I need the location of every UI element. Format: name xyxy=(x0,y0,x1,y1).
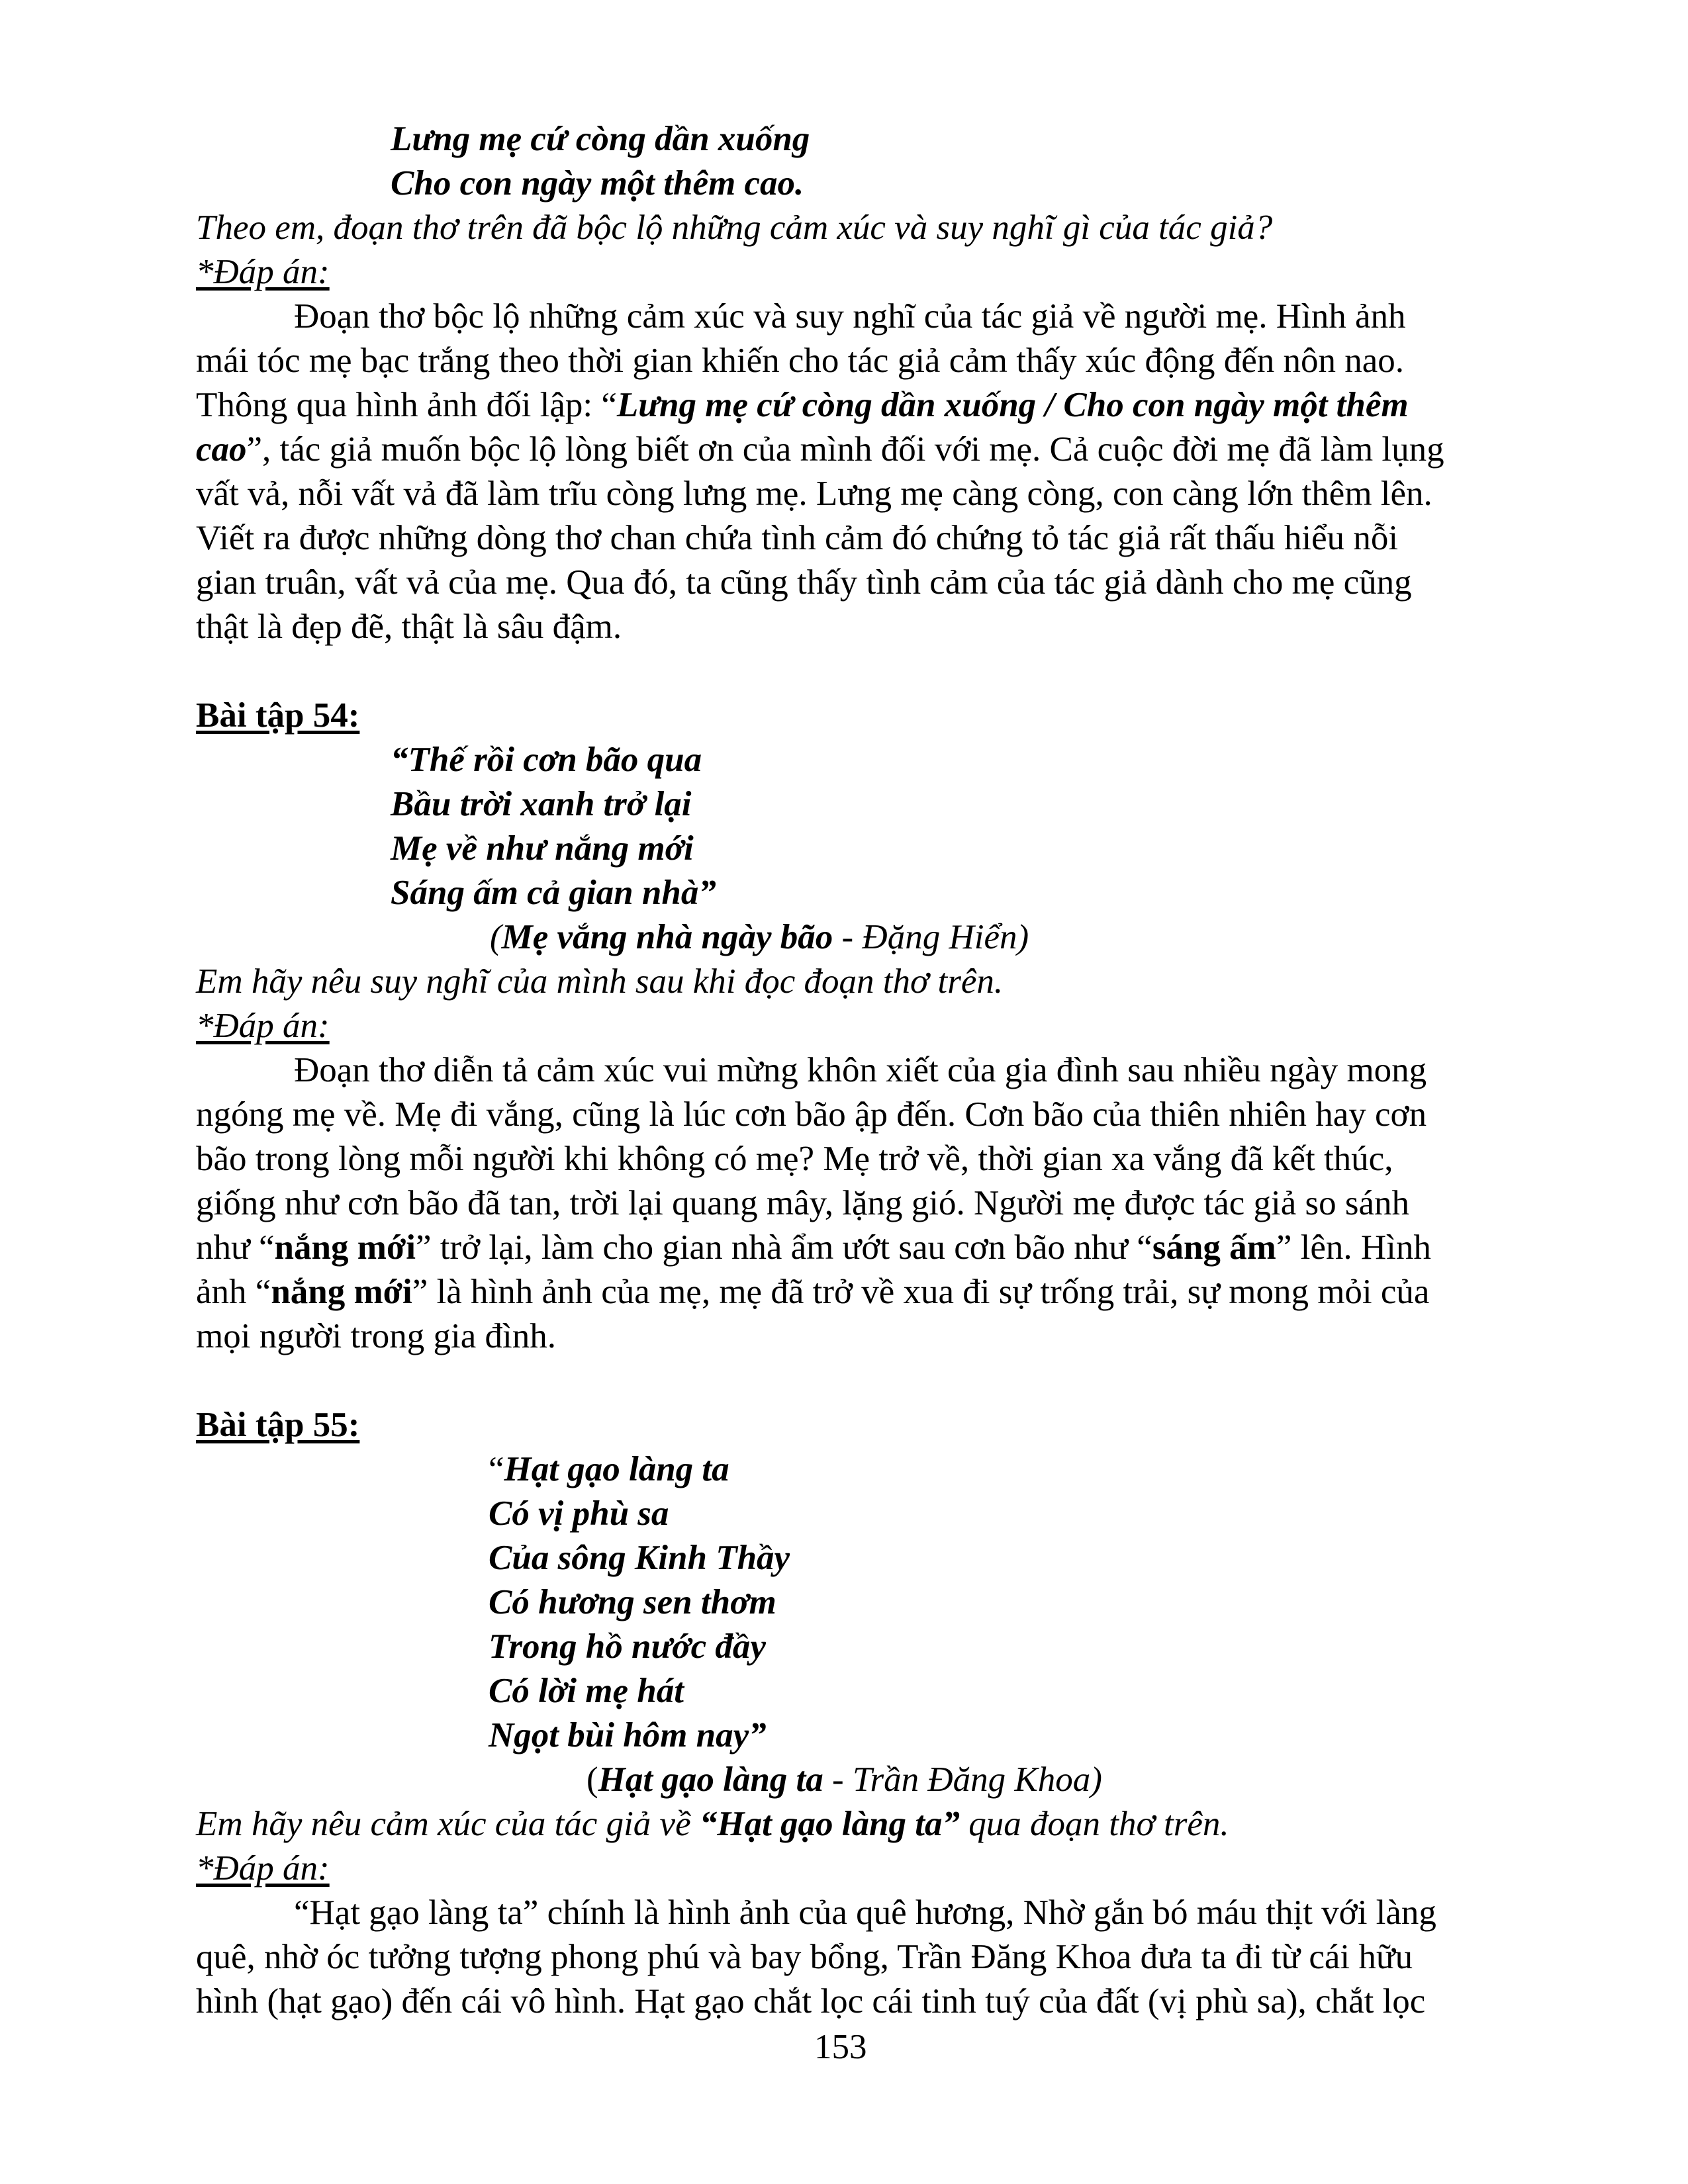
poem-source: (Mẹ vắng nhà ngày bão - Đặng Hiển) xyxy=(490,918,1029,956)
answer-line: bão trong lòng mỗi người khi không có mẹ? Mẹ trở về, thời gian xa vắng đã kết thúc, xyxy=(196,1140,1393,1178)
poem-line: Có hương sen thơm xyxy=(489,1583,776,1621)
answer-label: *Đáp án: xyxy=(196,253,330,291)
answer-line: mọi người trong gia đình. xyxy=(196,1317,557,1355)
poem-line: “Hạt gạo làng ta xyxy=(489,1450,729,1488)
poem-line: Mẹ về như nắng mới xyxy=(391,829,694,868)
page-number: 153 xyxy=(814,2028,867,2066)
poem-line: Bầu trời xanh trở lại xyxy=(391,785,692,823)
answer-line: ngóng mẹ về. Mẹ đi vắng, cũng là lúc cơn bão ập đến. Cơn bão của thiên nhiên hay cơn xyxy=(196,1095,1427,1134)
poem-line: “Thế rồi cơn bão qua xyxy=(391,741,702,779)
answer-line: Viết ra được những dòng thơ chan chứa tình cảm đó chứng tỏ tác giả rất thấu hiểu nỗi xyxy=(196,519,1399,557)
exercise-54-title: Bài tập 54: xyxy=(196,696,360,735)
answer-line: thật là đẹp đẽ, thật là sâu đậm. xyxy=(196,608,622,646)
answer-label: *Đáp án: xyxy=(196,1007,330,1045)
answer-line: cao”, tác giả muốn bộc lộ lòng biết ơn của mình đối với mẹ. Cả cuộc đời mẹ đã làm lụng xyxy=(196,430,1444,469)
answer-line: gian truân, vất vả của mẹ. Qua đó, ta cũng thấy tình cảm của tác giả dành cho mẹ cũng xyxy=(196,563,1412,602)
poem-line: Sáng ấm cả gian nhà” xyxy=(391,874,716,912)
answer-line: Đoạn thơ bộc lộ những cảm xúc và suy nghĩ của tác giả về người mẹ. Hình ảnh xyxy=(294,297,1406,336)
poem-line: Trong hồ nước đầy xyxy=(489,1627,766,1666)
poem-line: Có lời mẹ hát xyxy=(489,1672,684,1710)
exercise-55-title: Bài tập 55: xyxy=(196,1406,360,1444)
answer-line: quê, nhờ óc tưởng tượng phong phú và bay bổng, Trần Đăng Khoa đưa ta đi từ cái hữu xyxy=(196,1938,1413,1976)
poem-line: Của sông Kinh Thầy xyxy=(489,1539,790,1577)
answer-line: hình (hạt gạo) đến cái vô hình. Hạt gạo chắt lọc cái tinh tuý của đất (vị phù sa), chắt lọc xyxy=(196,1982,1426,2021)
poem-line: Ngọt bùi hôm nay” xyxy=(489,1716,767,1754)
poem-line: Có vị phù sa xyxy=(489,1494,669,1533)
answer-line: Đoạn thơ diễn tả cảm xúc vui mừng khôn xiết của gia đình sau nhiều ngày mong xyxy=(294,1051,1427,1089)
poem-line: Cho con ngày một thêm cao. xyxy=(391,164,804,203)
answer-line: “Hạt gạo làng ta” chính là hình ảnh của quê hương, Nhờ gắn bó máu thịt với làng xyxy=(294,1893,1436,1932)
question-text: Theo em, đoạn thơ trên đã bộc lộ những cảm xúc và suy nghĩ gì của tác giả? xyxy=(196,208,1273,247)
answer-line: mái tóc mẹ bạc trắng theo thời gian khiến cho tác giả cảm thấy xúc động đến nôn nao. xyxy=(196,341,1405,380)
answer-line: Thông qua hình ảnh đối lập: “Lưng mẹ cứ còng dần xuống / Cho con ngày một thêm xyxy=(196,386,1409,424)
answer-line: giống như cơn bão đã tan, trời lại quang mây, lặng gió. Người mẹ được tác giả so sánh xyxy=(196,1184,1410,1222)
question-text: Em hãy nêu cảm xúc của tác giả về “Hạt gạo làng ta” qua đoạn thơ trên. xyxy=(196,1805,1229,1843)
answer-line: vất vả, nỗi vất vả đã làm trĩu còng lưng mẹ. Lưng mẹ càng còng, con càng lớn thêm lên. xyxy=(196,475,1432,513)
poem-line: Lưng mẹ cứ còng dần xuống xyxy=(391,120,810,158)
poem-source: (Hạt gạo làng ta - Trần Đăng Khoa) xyxy=(586,1760,1102,1799)
answer-label: *Đáp án: xyxy=(196,1849,330,1888)
question-text: Em hãy nêu suy nghĩ của mình sau khi đọc đoạn thơ trên. xyxy=(196,962,1004,1001)
answer-line: như “nắng mới” trở lại, làm cho gian nhà ẩm ướt sau cơn bão như “sáng ấm” lên. Hình xyxy=(196,1228,1431,1267)
answer-line: ảnh “nắng mới” là hình ảnh của mẹ, mẹ đã trở về xua đi sự trống trải, sự mong mỏi của xyxy=(196,1273,1430,1311)
